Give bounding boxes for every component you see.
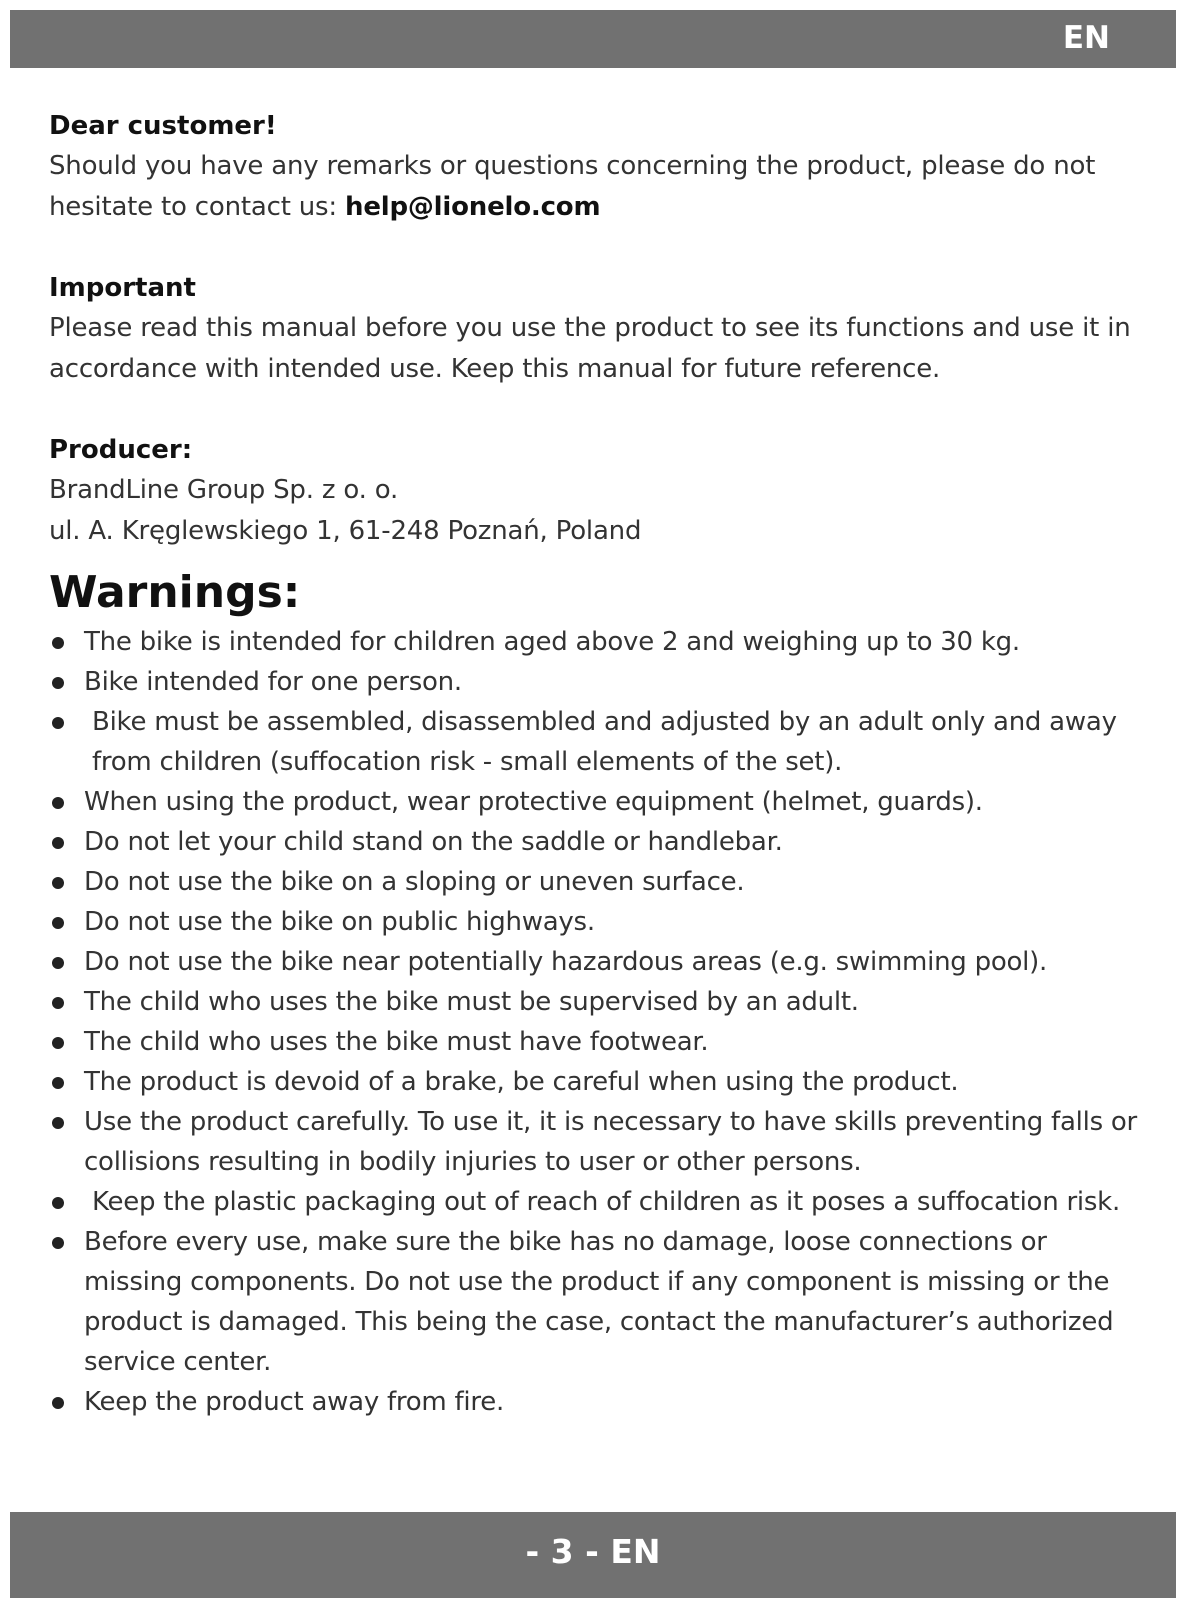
bullet-icon (52, 1037, 64, 1049)
warning-item: Bike intended for one person. (49, 662, 1149, 702)
important-text: Please read this manual before you use the product to see its functions and use it in accordance with intended use. Keep this manual for future reference. (49, 313, 1131, 384)
important-heading: Important (49, 273, 196, 303)
bullet-icon (52, 957, 64, 969)
producer-heading: Producer: (49, 435, 193, 465)
page-number: - 3 - EN (525, 1532, 661, 1571)
warning-item: The child who uses the bike must be supervised by an adult. (49, 982, 1149, 1022)
bullet-icon (52, 797, 64, 809)
warning-item: The child who uses the bike must have footwear. (49, 1022, 1149, 1062)
warning-item: Bike must be assembled, disassembled and adjusted by an adult only and away from children (suffocation risk - small elements of the set). (49, 702, 1149, 782)
warning-item: Do not use the bike on a sloping or uneven surface. (49, 862, 1149, 902)
warning-item: Keep the product away from fire. (49, 1382, 1149, 1422)
contact-email: help@lionelo.com (345, 192, 601, 222)
warning-item: The product is devoid of a brake, be careful when using the product. (49, 1062, 1149, 1102)
language-label: EN (1062, 20, 1110, 56)
greeting-text (49, 146, 1149, 228)
manual-content (49, 106, 1149, 1422)
bullet-icon (52, 877, 64, 889)
bullet-icon (52, 917, 64, 929)
greeting-text-body: Should you have any remarks or questions concerning the product, please do not hesitate to contact us: (49, 151, 1096, 222)
warnings-list (49, 622, 1149, 1422)
header-bar (10, 10, 1176, 68)
bullet-icon (52, 1077, 64, 1089)
bullet-icon (52, 1397, 64, 1409)
producer-address: ul. A. Kręglewskiego 1, 61-248 Poznań, Poland (49, 516, 642, 546)
warning-item: Before every use, make sure the bike has no damage, loose connections or missing components. Do not use the product if any component is missing or the product is damaged. This being the case, contact the manufacturer’s authorized service center. (49, 1222, 1149, 1382)
greeting-heading: Dear customer! (49, 111, 277, 141)
warning-item: The bike is intended for children aged above 2 and weighing up to 30 kg. (49, 622, 1149, 662)
bullet-icon (52, 1117, 64, 1129)
warnings-title: Warnings: (49, 567, 301, 618)
bullet-icon (52, 997, 64, 1009)
bullet-icon (52, 837, 64, 849)
bullet-icon (52, 637, 64, 649)
bullet-icon (52, 717, 64, 729)
bullet-icon (52, 1197, 64, 1209)
warning-item: When using the product, wear protective equipment (helmet, guards). (49, 782, 1149, 822)
footer-bar (10, 1512, 1176, 1598)
bullet-icon (52, 677, 64, 689)
warning-item: Do not use the bike on public highways. (49, 902, 1149, 942)
warning-item: Do not let your child stand on the saddle or handlebar. (49, 822, 1149, 862)
warning-item: Use the product carefully. To use it, it is necessary to have skills preventing falls or collisions resulting in bodily injuries to user or other persons. (49, 1102, 1149, 1182)
producer-name: BrandLine Group Sp. z o. o. (49, 475, 399, 505)
warning-item: Do not use the bike near potentially hazardous areas (e.g. swimming pool). (49, 942, 1149, 982)
warning-item: Keep the plastic packaging out of reach of children as it poses a suffocation risk. (49, 1182, 1149, 1222)
bullet-icon (52, 1237, 64, 1249)
